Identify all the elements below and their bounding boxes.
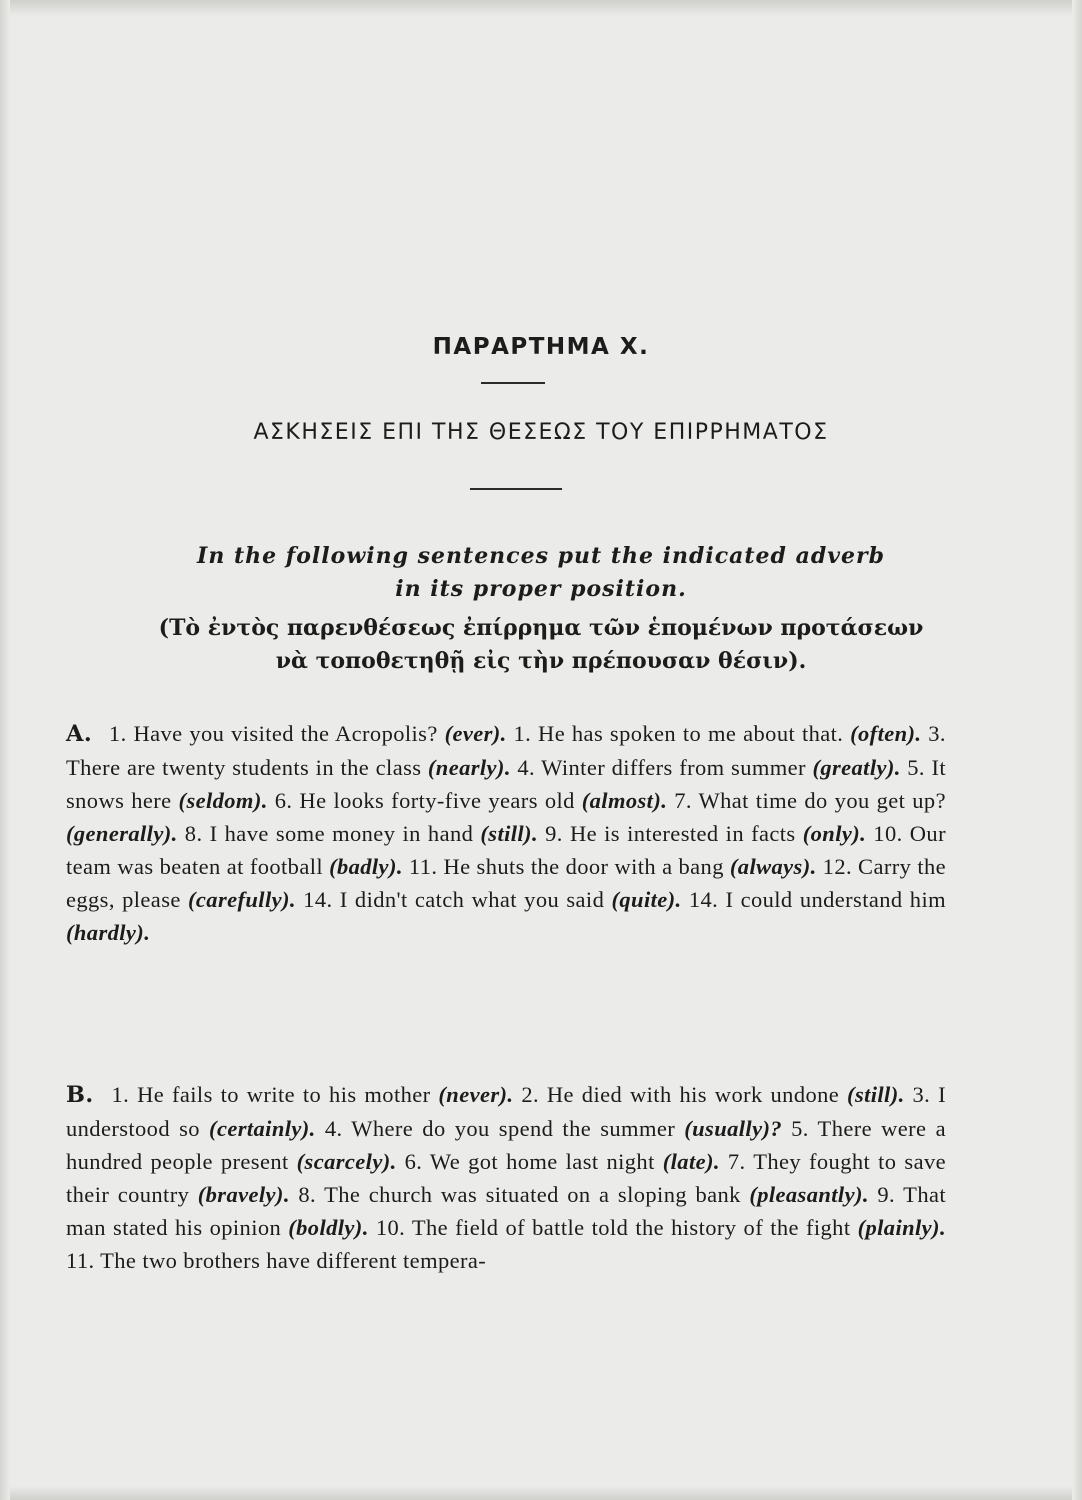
exercise-sentence xyxy=(409,854,817,879)
indicated-adverb: (bravely). xyxy=(197,1182,290,1207)
sentence-text: They fought to save their country xyxy=(66,1149,947,1207)
instructions-english xyxy=(0,540,1082,606)
indicated-adverb: (hardly). xyxy=(66,920,151,945)
sentence-number: 12. xyxy=(822,854,852,879)
sentence-number: 7. xyxy=(727,1149,746,1174)
indicated-adverb: (plainly). xyxy=(857,1215,946,1240)
indicated-adverb: (never). xyxy=(438,1082,514,1107)
sentence-number: 2. xyxy=(521,1082,540,1107)
instructions-greek-line: (Τὸ ἐντὸς παρενθέσεως ἐπίρρημα τῶν ἑπομένων προτάσεων xyxy=(158,615,924,641)
sentence-number: 14. xyxy=(303,887,333,912)
sentence-number: 10. xyxy=(873,821,903,846)
sentence-text: He shuts the door with a bang xyxy=(443,854,724,879)
sentence-text: The field of battle told the history of the fight xyxy=(411,1215,851,1240)
exercise-sentence xyxy=(109,721,507,746)
indicated-adverb: (still). xyxy=(847,1082,905,1107)
exercise-section-a xyxy=(66,717,946,949)
indicated-adverb: (generally). xyxy=(66,821,178,846)
exercise-sentence xyxy=(521,1082,904,1107)
sentence-number: 1. xyxy=(513,721,532,746)
sentence-text: Carry the eggs, please xyxy=(66,854,947,912)
sentence-number: 3. xyxy=(912,1082,931,1107)
instructions-greek xyxy=(0,612,1082,678)
sentence-text: There were a hundred people present xyxy=(66,1116,946,1174)
sentence-number: 11. xyxy=(408,854,438,879)
sentence-text: The church was situated on a sloping bank xyxy=(324,1182,741,1207)
sentence-number: 1. xyxy=(108,721,127,746)
sentence-number: 11. xyxy=(66,1248,95,1273)
indicated-adverb: (often). xyxy=(850,721,922,746)
sentence-number: 4. xyxy=(324,1116,343,1141)
sentence-number: 8. xyxy=(184,821,203,846)
indicated-adverb: (scarcely). xyxy=(296,1149,397,1174)
indicated-adverb: (quite). xyxy=(611,887,682,912)
indicated-adverb: (carefully). xyxy=(188,887,296,912)
sentence-text: I didn't catch what you said xyxy=(339,887,605,912)
section-label: A. xyxy=(66,721,93,747)
exercise-sentence xyxy=(514,721,922,746)
sentence-number: 6. xyxy=(274,788,293,813)
sentence-number: 4. xyxy=(517,755,536,780)
sentence-text: It snows here xyxy=(66,755,947,813)
sentence-number: 3. xyxy=(928,721,946,746)
indicated-adverb: (nearly). xyxy=(427,755,511,780)
sentence-text: He fails to write to his mother xyxy=(137,1082,431,1107)
sentence-text: I have some money in hand xyxy=(209,821,474,846)
sentence-number: 8. xyxy=(298,1182,317,1207)
sentence-text: Our team was beaten at football xyxy=(66,821,946,879)
sentence-text: The two brothers have different tempera- xyxy=(100,1248,487,1273)
sentence-number: 5. xyxy=(907,755,925,780)
sentence-number: 7. xyxy=(674,788,692,813)
sentence-text: He died with his work undone xyxy=(546,1082,840,1107)
exercise-sentence xyxy=(275,788,668,813)
exercise-sentence xyxy=(303,887,681,912)
indicated-adverb: (greatly). xyxy=(812,755,901,780)
sentence-text: Winter differs from summer xyxy=(541,755,806,780)
indicated-adverb: (certainly). xyxy=(209,1116,316,1141)
indicated-adverb: (only). xyxy=(802,821,867,846)
exercise-section-b xyxy=(66,1078,946,1277)
exercise-sentence xyxy=(376,1215,946,1240)
indicated-adverb: (badly). xyxy=(329,854,403,879)
sentence-number: 9. xyxy=(545,821,563,846)
instructions-english-line: In the following sentences put the indicated adverb xyxy=(197,543,885,569)
page-edge-bottom xyxy=(0,1486,1082,1500)
sentence-text: What time do you get up? xyxy=(698,788,946,813)
sentence-text: Have you visited the Acropolis? xyxy=(133,721,438,746)
exercise-sentence xyxy=(517,755,900,780)
instructions-greek-line: νὰ τοποθετηθῇ εἰς τὴν πρέπουσαν θέσιν). xyxy=(275,648,807,674)
indicated-adverb: (ever). xyxy=(444,721,507,746)
sentence-text: Where do you spend the summer xyxy=(351,1116,676,1141)
section-label: B. xyxy=(66,1082,94,1108)
page-edge-top xyxy=(0,0,1082,16)
sentence-text: He has spoken to me about that. xyxy=(538,721,844,746)
sentence-text: I could understand him xyxy=(725,887,947,912)
sentence-text: We got home last night xyxy=(429,1149,655,1174)
indicated-adverb: (always). xyxy=(729,854,817,879)
indicated-adverb: (seldom). xyxy=(178,788,268,813)
sentence-number: 5. xyxy=(791,1116,809,1141)
sentence-number: 6. xyxy=(404,1149,423,1174)
appendix-title: ΠΑΡΑΡΤΗΜΑ Χ. xyxy=(432,334,650,360)
page-edge-right xyxy=(1072,0,1082,1500)
exercise-sentence xyxy=(112,1082,514,1107)
sentence-number: 1. xyxy=(111,1082,130,1107)
indicated-adverb: (boldly). xyxy=(288,1215,369,1240)
exercise-sentence xyxy=(298,1182,869,1207)
page-edge-left xyxy=(0,0,10,1500)
sentence-number: 14. xyxy=(688,887,719,912)
sentence-text: He looks forty-five years old xyxy=(299,788,575,813)
indicated-adverb: (usually)? xyxy=(684,1116,783,1141)
sentence-text: He is interested in facts xyxy=(569,821,796,846)
indicated-adverb: (almost). xyxy=(581,788,668,813)
sentence-text: That man stated his opinion xyxy=(66,1182,947,1240)
appendix-subtitle: ΑΣΚΗΣΕΙΣ ΕΠΙ ΤΗΣ ΘΕΣΕΩΣ ΤΟΥ ΕΠΙΡΡΗΜΑΤΟΣ xyxy=(253,420,829,445)
sentence-number: 10. xyxy=(375,1215,406,1240)
exercise-sentence xyxy=(325,1116,782,1141)
sentence-text: There are twenty students in the class xyxy=(66,755,422,780)
exercise-sentence xyxy=(405,1149,720,1174)
indicated-adverb: (still). xyxy=(480,821,538,846)
subtitle-rule xyxy=(470,488,562,490)
title-rule xyxy=(481,382,545,384)
sentence-number: 9. xyxy=(877,1182,896,1207)
indicated-adverb: (pleasantly). xyxy=(749,1182,869,1207)
indicated-adverb: (late). xyxy=(662,1149,720,1174)
exercise-sentence xyxy=(545,821,866,846)
instructions-english-line: in its proper position. xyxy=(395,576,687,602)
sentence-text: I understood so xyxy=(66,1082,946,1141)
exercise-sentence xyxy=(66,1248,486,1273)
exercise-sentence xyxy=(185,821,538,846)
